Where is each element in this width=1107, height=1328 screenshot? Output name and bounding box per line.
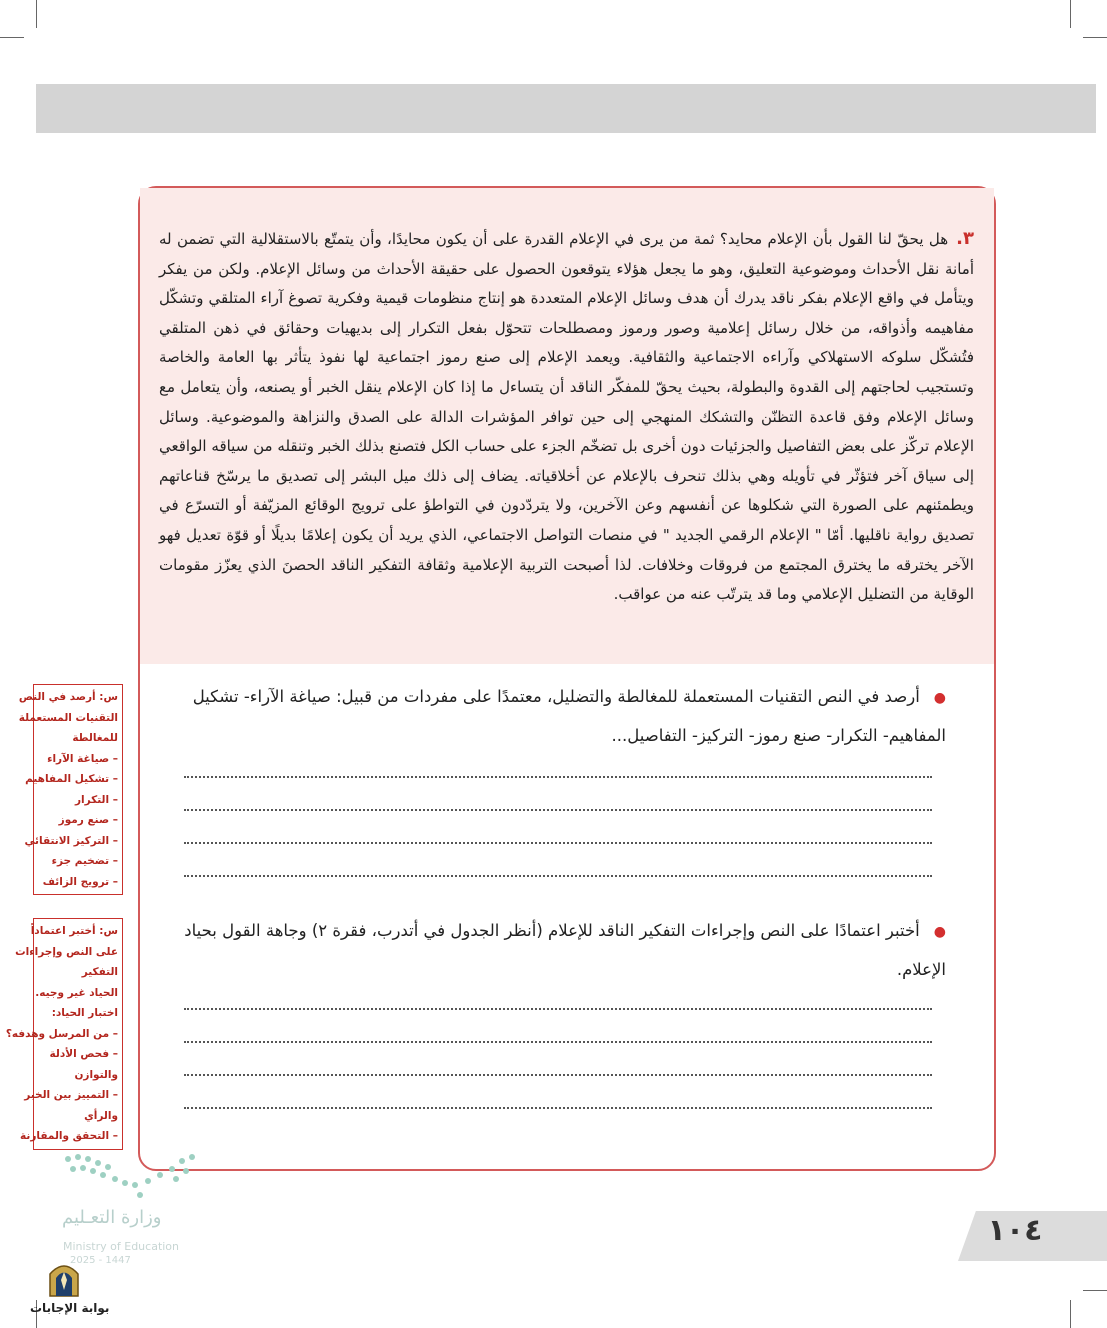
ministry-name-en: Ministry of Education [63, 1240, 180, 1253]
crop-mark [1083, 1290, 1107, 1291]
header-bar [36, 84, 1096, 133]
answer-line[interactable] [184, 776, 932, 778]
answer-line[interactable] [184, 875, 932, 877]
side-note-2: س: أختبر اعتماداً على النص وإجراءات التفكير الحياد غير وجيه. اختبار الحياد: – من المرسل وهدفه؟ – فحص الأدلة والتوازن – التمييز بين الخبر والرأي – التحقق والمقارنة [33, 918, 123, 1150]
page-number: ١٠٤ [987, 1213, 1043, 1248]
crop-mark [0, 37, 24, 38]
passage-text: ٣.هل يحقّ لنا القول بأن الإعلام محايد؟ ثمة من يرى في الإعلام القدرة على أن يكون محايدًا، وأن يتمتّع بالاستقلالية التي تضمن له أمانة نقل الأحداث وموضوعية التعليق، وهو ما يجعل هؤلاء يتوقعون الحصول على حقيقة الأحداث من وسائل الإعلام. ولكن من يفكر ويتأمل في واقع الإعلام بفكر ناقد يدرك أن هدف وسائل الإعلام المتعددة هو إنتاج منظومات قيمية وفكرية تصوغ آراء المتلقي وتشكّل مفاهيمه وأذواقه، من خلال رسائل إعلامية وصور ورموز ومصطلحات تتحوّل بفعل التكرار إلى بديهيات وحقائق في ذهن المتلقي فتُشكّل سلوكه الاستهلاكي وآراءه الاجتماعية والثقافية. ويعمد الإعلام إلى صنع رموز اجتماعية لها نفوذ يتأثر بها العامة والخاصة وتستجيب لحاجتهم إلى القدوة والبطولة، بحيث يحقّ للمفكّر الناقد أن يتساءل ما إذا كان الإعلام ينقل الخبر أو يصنعه، وأن يتعامل مع وسائل الإعلام وفق قاعدة التظنّن والتشكك المنهجي إلى حين توافر المؤشرات الدالة على الصدق والنزاهة والموضوعية. وسائل الإعلام تركّز على بعض التفاصيل والجزئيات دون أخرى بل تضخّم الجزء على حساب الكل فتصنع بذلك الخبر وتنقله من سياقه الواقعي إلى سياق آخر فتؤثّر في تأويله وهي بذلك تنحرف بالإعلام عن أخلاقياته. يضاف إلى ذلك ميل البشر إلى تصديق ما يرسّخ قناعاتهم ويطمئنهم على الصورة التي شكلوها عن أنفسهم وعن الآخرين، ولا يتردّدون في التواطؤ على ترويج الوقائع المزيّفة أو التسرّع في تصديق رواية ناقليها. أمّا " الإعلام الرقمي الجديد " في منصات التواصل الاجتماعي، الذي يريد أن يكون إعلامًا بديلًا أو قوّة تعديل فهو الآخر يخترقه ما يخترق المجتمع من فروقات وخلافات. لذا أصبحت التربية الإعلامية وثقافة التفكير الناقد الحصنَ الذي يعزّز مقومات الوقاية من التضليل الإعلامي وما قد يترتّب عنه من عواقب. [159, 228, 975, 604]
ministry-logo-dots-icon [65, 1152, 200, 1202]
crop-mark [1083, 37, 1107, 38]
side-note-1: س: أرصد في النص التقنيات المستعملة للمغالطة – صياغة الآراء – تشكيل المفاهيم – التكرار – صنع رموز – التركيز الانتقائي – تضخيم جزء – ترويج الزائف [33, 684, 123, 895]
answer-line[interactable] [184, 842, 932, 844]
answer-line[interactable] [184, 1074, 932, 1076]
crop-mark [36, 0, 37, 28]
ministry-year: 2025 - 1447 [70, 1255, 131, 1266]
task-1: ●أرصد في النص التقنيات المستعملة للمغالطة والتضليل، معتمدًا على مفردات من قبيل: صياغة الآراء- تشكيل المفاهيم- التكرار- صنع رموز- التركيز- التفاصيل... [192, 687, 946, 745]
watermark-gate-icon [44, 1258, 84, 1298]
answer-line[interactable] [184, 809, 932, 811]
crop-mark [1070, 1300, 1071, 1328]
ministry-name-ar: وزارة التعـليم [62, 1207, 162, 1228]
answer-line[interactable] [184, 1107, 932, 1109]
bullet-icon: ● [933, 690, 946, 706]
answer-line[interactable] [184, 1008, 932, 1010]
paragraph-number: ٣. [956, 228, 974, 249]
crop-mark [1070, 0, 1071, 28]
bullet-icon: ● [933, 924, 946, 940]
exercise-box [138, 186, 996, 1171]
watermark-text: بوابة الإجابات [30, 1301, 110, 1315]
task-2: ●أختبر اعتمادًا على النص وإجراءات التفكير الناقد للإعلام (أنظر الجدول في أتدرب، فقرة ٢) وجاهة القول بحياد الإعلام. [184, 921, 946, 979]
answer-line[interactable] [184, 1041, 932, 1043]
